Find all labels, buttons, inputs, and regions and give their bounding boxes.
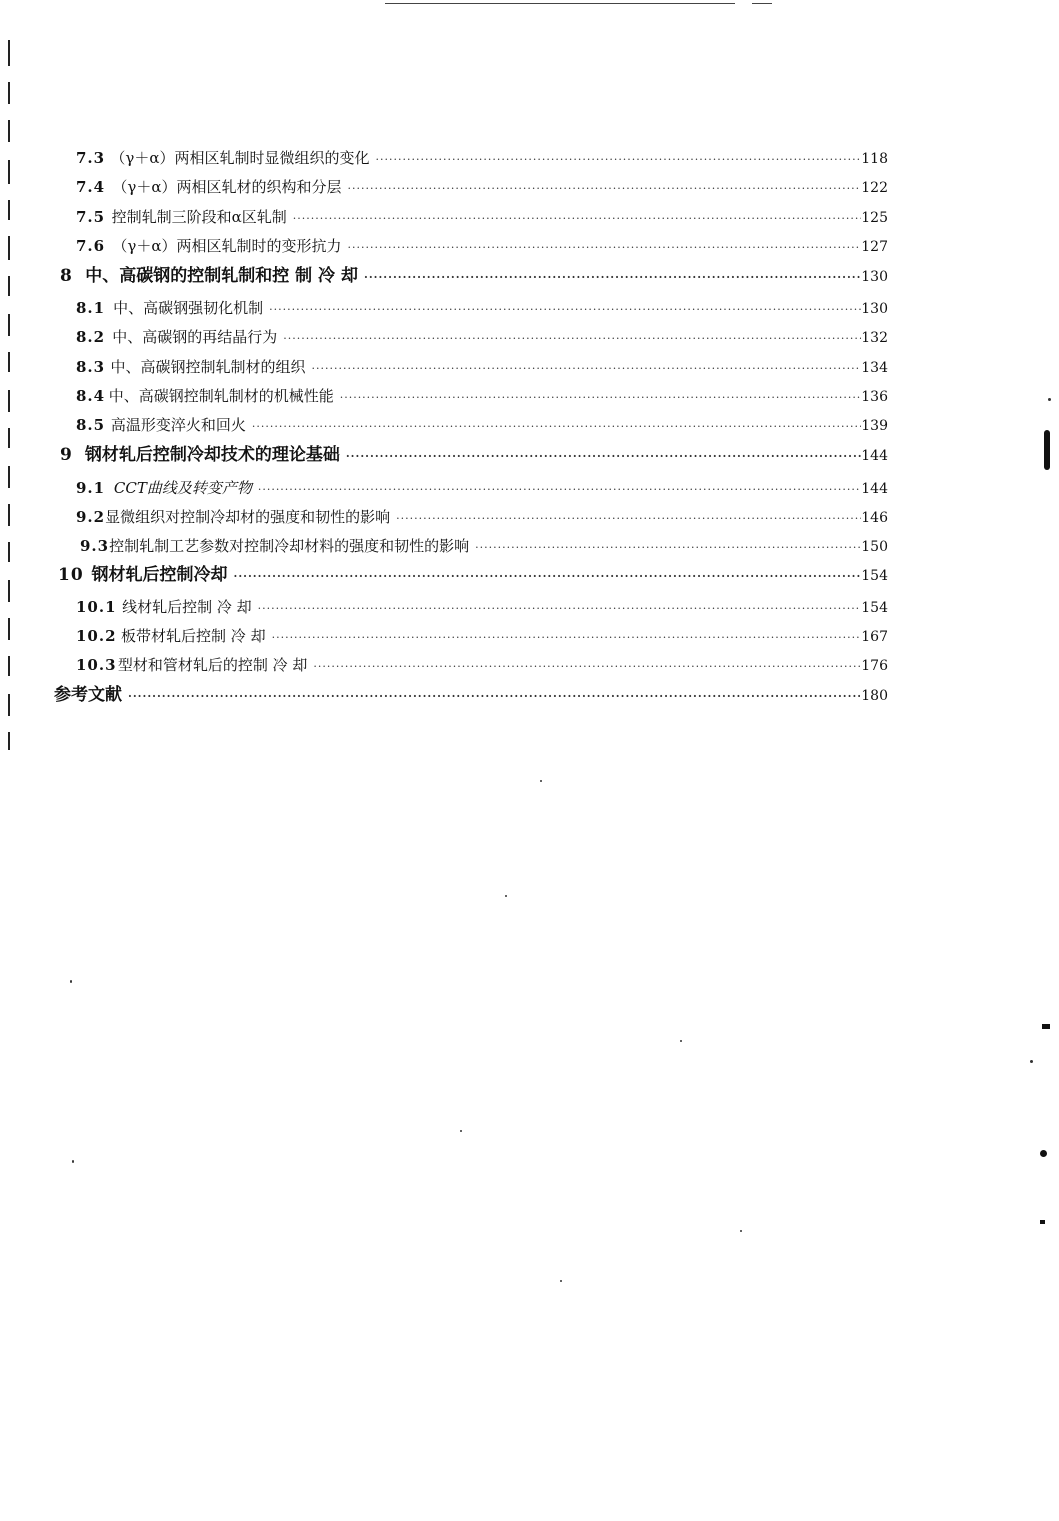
- toc-entry-title: 中、高碳钢控制轧制材的组织: [110, 358, 306, 376]
- dot-leader: [471, 536, 861, 560]
- toc-entry-page: 144: [861, 448, 888, 464]
- dot-leader: [265, 298, 861, 322]
- left-edge-mark: [8, 120, 10, 142]
- toc-entry: [76, 384, 888, 408]
- dot-leader: [254, 478, 861, 502]
- toc-entry: [76, 505, 888, 529]
- left-edge-mark: [8, 276, 10, 296]
- toc-entry-number: 8: [60, 266, 73, 286]
- toc-entry-title: 中、高碳钢的控制轧制和控 制 冷 却: [85, 266, 358, 286]
- toc-entry: [76, 234, 888, 258]
- left-edge-mark: [8, 656, 10, 676]
- toc-entry-title: 参考文献: [54, 685, 122, 705]
- left-edge-mark: [8, 82, 10, 104]
- toc-entry-title: 显微组织对控制冷却材的强度和韧性的影响: [105, 508, 391, 526]
- toc-entry-page: 176: [861, 658, 888, 674]
- toc-entry-page: 167: [861, 629, 888, 645]
- toc-entry-number: 8.2: [76, 328, 106, 346]
- toc-entry-number: 7.4: [76, 178, 106, 196]
- toc-entry-title: 控制轧制三阶段和α区轧制: [111, 208, 287, 226]
- scan-speck: [740, 1230, 742, 1232]
- scan-speck: [1030, 1060, 1033, 1063]
- left-edge-mark: [8, 200, 10, 220]
- toc-entry: [76, 355, 888, 379]
- dot-leader: [344, 177, 862, 201]
- toc-entry-title: 型材和管材轧后的控制 冷 却: [117, 656, 308, 674]
- toc-entry-page: 144: [861, 481, 888, 497]
- dot-leader: [307, 357, 861, 381]
- toc-entry-title: 高温形变淬火和回火: [110, 416, 246, 434]
- toc-entry-number: 9.3: [80, 537, 110, 555]
- toc-entry-page: 130: [861, 269, 888, 285]
- toc-entry: [76, 146, 888, 170]
- toc-entry-number: 9.1: [76, 479, 106, 497]
- left-edge-mark: [8, 314, 10, 336]
- dot-leader: [229, 565, 861, 589]
- toc-entry-title: 中、高碳钢控制轧制材的机械性能: [108, 387, 334, 405]
- toc-entry: [76, 413, 888, 437]
- dot-leader: [309, 655, 861, 679]
- dot-leader: [336, 386, 862, 410]
- toc-entry: [76, 653, 888, 677]
- toc-entry-page: 130: [861, 301, 888, 317]
- dot-leader: [248, 415, 861, 439]
- toc-entry-number: 10.2: [76, 627, 117, 645]
- left-edge-mark: [8, 732, 10, 750]
- toc-entry-number: 9: [60, 445, 73, 465]
- toc-entry-page: 139: [861, 418, 888, 434]
- right-edge-blot: [1040, 1150, 1047, 1157]
- toc-entry-page: 150: [861, 539, 888, 555]
- left-edge-mark: [8, 428, 10, 448]
- dot-leader: [289, 207, 861, 231]
- toc-entry: [76, 595, 888, 619]
- scan-speck: [460, 1130, 462, 1132]
- toc-entry-title: 钢材轧后控制冷却技术的理论基础: [84, 445, 340, 465]
- left-edge-mark: [8, 504, 10, 526]
- toc-entry-title: 线材轧后控制 冷 却: [122, 598, 252, 616]
- right-edge-blot: [1040, 1220, 1045, 1224]
- toc-entry-page: 125: [861, 210, 888, 226]
- dot-leader: [360, 266, 861, 290]
- toc-entry-page: 136: [861, 389, 888, 405]
- dot-leader: [279, 327, 861, 351]
- toc-entry: [80, 534, 888, 558]
- toc-entry: [76, 325, 888, 349]
- toc-entry-number: 8.5: [76, 416, 106, 434]
- dot-leader: [392, 507, 861, 531]
- scan-speck: [1048, 398, 1051, 401]
- toc-entry-title: 中、高碳钢强韧化机制: [113, 299, 264, 317]
- toc-entry-title: （γ＋α）两相区轧制时显微组织的变化: [110, 149, 370, 167]
- left-edge-mark: [8, 160, 10, 184]
- toc-entry-number: 10.1: [76, 598, 117, 616]
- toc-entry-number: 8.3: [76, 358, 106, 376]
- toc-entry-number: 10.3: [76, 656, 117, 674]
- left-edge-mark: [8, 542, 10, 562]
- scan-speck: [70, 980, 72, 983]
- scan-speck: [72, 1160, 74, 1163]
- scan-speck: [540, 780, 542, 782]
- toc-entry-title: CCT曲线及转变产物: [113, 479, 252, 497]
- toc-entry-page: 154: [861, 600, 888, 616]
- toc-entry-title: 钢材轧后控制冷却: [91, 565, 228, 585]
- top-scan-rule-short: [752, 3, 772, 4]
- scan-speck: [560, 1280, 562, 1282]
- dot-leader: [344, 236, 862, 260]
- toc-entry-page: 134: [861, 360, 888, 376]
- toc-entry-number: 8.4: [76, 387, 106, 405]
- toc-entry-title: 控制轧制工艺参数对控制冷却材料的强度和韧性的影响: [109, 537, 470, 555]
- toc-entry-number: 7.5: [76, 208, 106, 226]
- left-edge-mark: [8, 580, 10, 602]
- toc-entry-page: 180: [861, 688, 888, 704]
- toc-entry-page: 122: [861, 180, 888, 196]
- toc-entry-page: 127: [861, 239, 888, 255]
- toc-entry-number: 8.1: [76, 299, 106, 317]
- dot-leader: [372, 148, 862, 172]
- toc-chapter-entry: [58, 563, 888, 587]
- top-scan-rule: [385, 3, 735, 4]
- toc-entry-title: （γ＋α）两相区轧制时的变形抗力: [112, 237, 342, 255]
- toc-chapter-entry: [54, 683, 888, 707]
- dot-leader: [342, 445, 861, 469]
- toc-entry-title: （γ＋α）两相区轧材的织构和分层: [112, 178, 342, 196]
- toc-entry-number: 9.2: [76, 508, 106, 526]
- scan-speck: [505, 895, 507, 897]
- toc-entry: [76, 476, 888, 500]
- toc-entry: [76, 205, 888, 229]
- left-edge-mark: [8, 618, 10, 640]
- toc-chapter-entry: [60, 443, 888, 467]
- dot-leader: [254, 597, 862, 621]
- left-edge-mark: [8, 694, 10, 716]
- toc-entry: [76, 296, 888, 320]
- toc-entry-title: 板带材轧后控制 冷 却: [121, 627, 266, 645]
- toc-entry-number: 7.3: [76, 149, 106, 167]
- left-edge-mark: [8, 390, 10, 412]
- left-edge-mark: [8, 352, 10, 372]
- right-edge-blot: [1042, 1024, 1050, 1029]
- toc-entry-page: 154: [861, 568, 888, 584]
- toc-entry: [76, 624, 888, 648]
- scan-speck: [680, 1040, 682, 1042]
- right-edge-blot: [1044, 430, 1050, 470]
- left-edge-mark: [8, 236, 10, 260]
- dot-leader: [124, 685, 860, 709]
- left-edge-mark: [8, 40, 10, 66]
- toc-entry-title: 中、高碳钢的再结晶行为: [112, 328, 278, 346]
- toc-entry-number: 10: [58, 565, 84, 585]
- toc-entry-number: 7.6: [76, 237, 106, 255]
- toc-chapter-entry: [60, 264, 888, 288]
- toc-entry-page: 132: [861, 330, 888, 346]
- toc-entry-page: 118: [861, 151, 888, 167]
- toc-entry-page: 146: [861, 510, 888, 526]
- dot-leader: [268, 626, 862, 650]
- toc-entry: [76, 175, 888, 199]
- left-edge-mark: [8, 466, 10, 488]
